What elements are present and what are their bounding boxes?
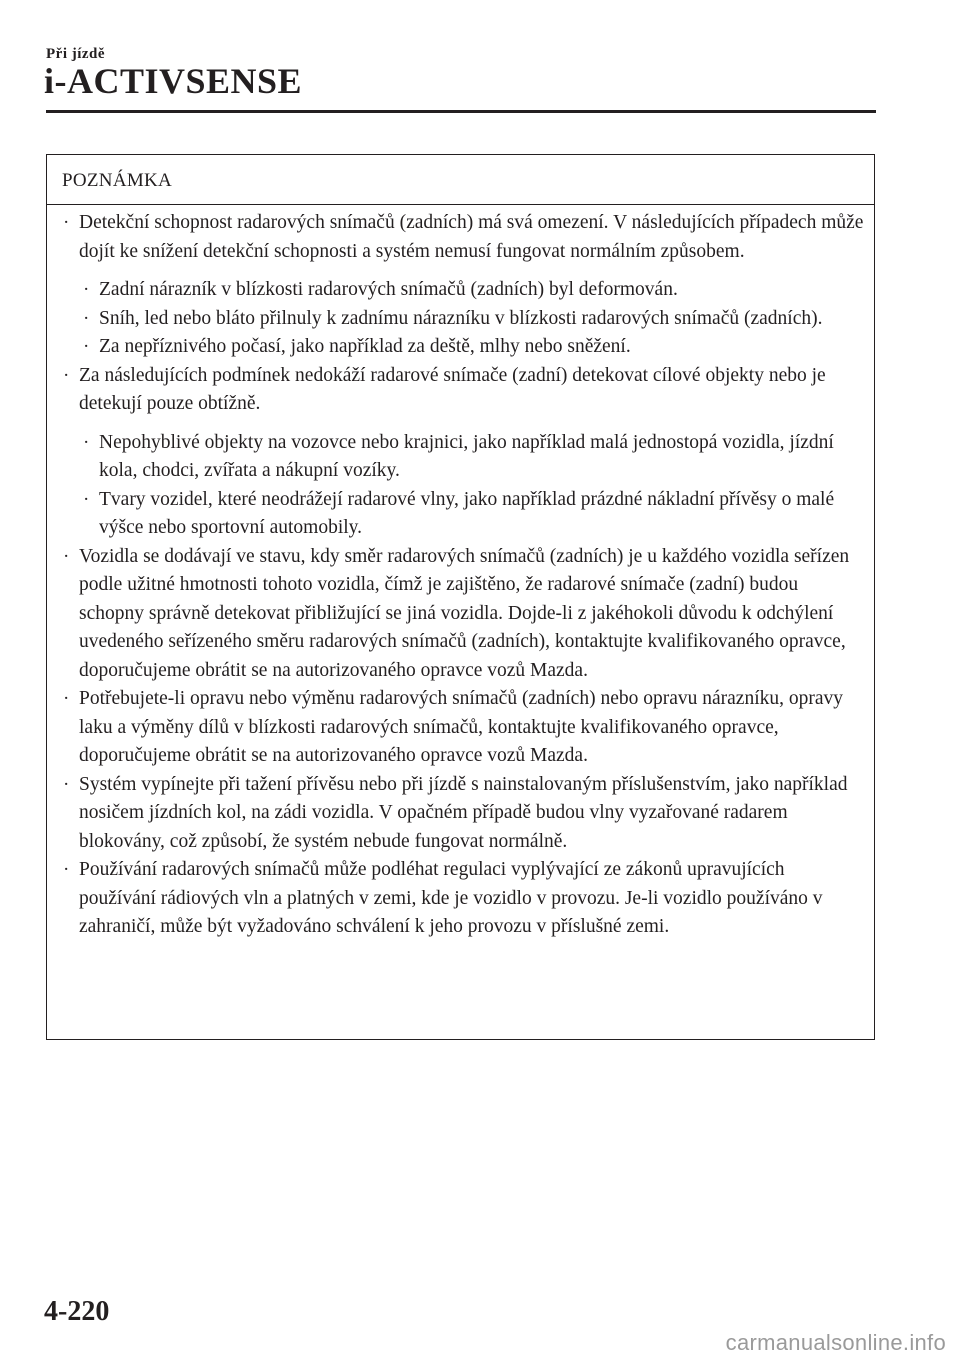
note-item: · Používání radarových snímačů může podléhat regulaci vyplývající ze zákonů upravujících používání rádiových vln a platných v zemi, kde je vozidlo v provozu. Je-li vozidlo používáno v zahraničí, může být vyžadováno schválení k jeho provozu v příslušné zemi. (47, 856, 864, 942)
note-item: · Detekční schopnost radarových snímačů (zadních) má svá omezení. V následujících případech může dojít ke snížení detekční schopnosti a systém nemusí fungovat normálním způsobem. (47, 209, 864, 266)
note-body (47, 205, 874, 942)
note-item: · Potřebujete-li opravu nebo výměnu radarových snímačů (zadních) nebo opravu nárazníku, opravy laku a výměny dílů v blízkosti radarových snímačů, kontaktujte kvalifikovaného opravce, doporučujeme obrátit se na autorizovaného opravce vozů Mazda. (47, 685, 864, 771)
note-item: · Za následujících podmínek nedokáží radarové snímače (zadní) detekovat cílové objekty nebo je detekují pouze obtížně. (47, 362, 864, 419)
note-subitem: · Nepohyblivé objekty na vozovce nebo krajnici, jako například malá jednostopá vozidla, jízdní kola, chodci, zvířata a nákupní vozíky. (47, 429, 864, 486)
note-subitem: · Zadní nárazník v blízkosti radarových snímačů (zadních) byl deformován. (47, 276, 864, 305)
note-subitem: · Tvary vozidel, které neodrážejí radarové vlny, jako například prázdné nákladní přívěsy o malé výšce nebo sportovní automobily. (47, 486, 864, 543)
note-title: POZNÁMKA (47, 155, 874, 205)
note-item: · Systém vypínejte při tažení přívěsu nebo při jízdě s nainstalovaným příslušenstvím, jako například nosičem jízdních kol, na zádi vozidla. V opačném případě budou vlny vyzařované radarem blokovány, což způsobí, že systém nebude fungovat normálně. (47, 771, 864, 857)
note-subitem: · Za nepříznivého počasí, jako například za deště, mlhy nebo sněžení. (47, 333, 864, 362)
header-divider (46, 110, 876, 113)
watermark: carmanualsonline.info (725, 1330, 946, 1355)
page-number: 4-220 (44, 1296, 110, 1327)
chapter-title: i-ACTIVSENSE (44, 61, 303, 101)
note-subitem: · Sníh, led nebo bláto přilnuly k zadnímu nárazníku v blízkosti radarových snímačů (zadních). (47, 305, 864, 334)
section-title: Při jízdě (46, 46, 106, 62)
note-item: · Vozidla se dodávají ve stavu, kdy směr radarových snímačů (zadních) je u každého vozidla seřízen podle užitné hmotnosti tohoto vozidla, čímž je zajištěno, že radarové snímače (zadní) budou schopny správně detekovat přibližující se jiná vozidla. Dojde-li z jakéhokoli důvodu k odchýlení uvedeného seřízeného směru radarových snímačů (zadních), kontaktujte kvalifikovaného opravce, doporučujeme obrátit se na autorizovaného opravce vozů Mazda. (47, 543, 864, 686)
note-box (46, 154, 875, 1040)
